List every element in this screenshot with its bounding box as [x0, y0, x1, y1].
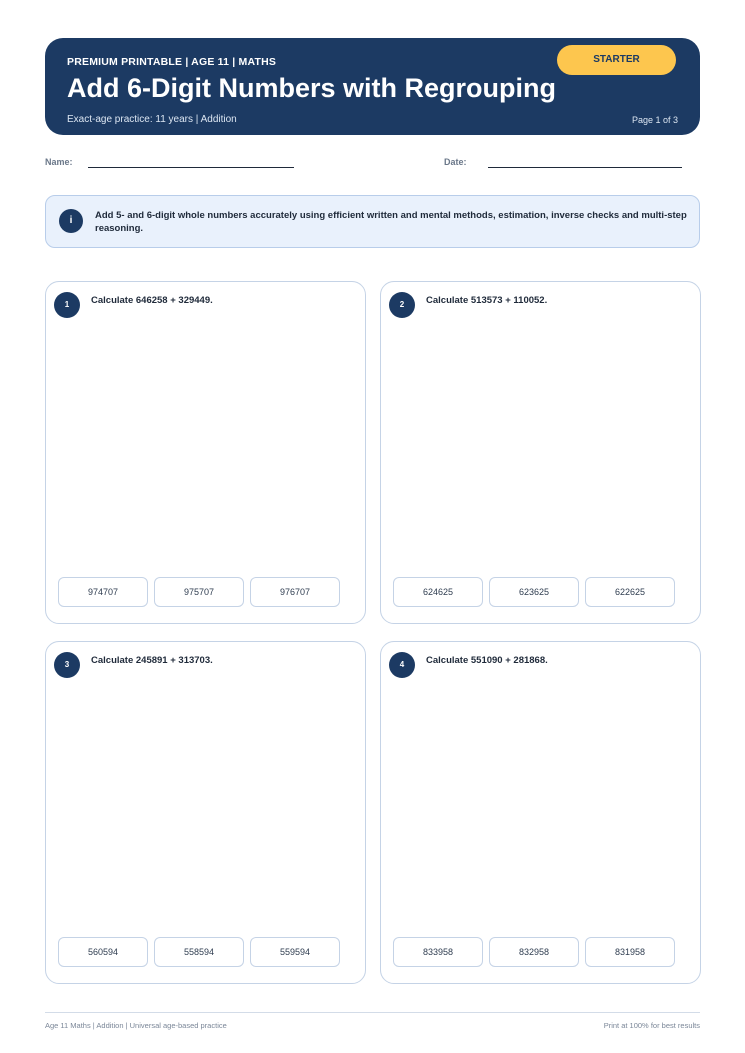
footer-left-text: Age 11 Maths | Addition | Universal age-based practice: [45, 1021, 227, 1030]
answer-option[interactable]: 559594: [250, 937, 340, 967]
answer-options: [58, 577, 340, 607]
page-title: Add 6-Digit Numbers with Regrouping: [67, 73, 556, 103]
name-label: Name:: [45, 157, 73, 167]
answer-option[interactable]: 833958: [393, 937, 483, 967]
info-text: Add 5- and 6-digit whole numbers accurately using efficient written and mental methods, estimation, inverse checks and multi-step reasoning.: [95, 210, 687, 234]
question-prompt: Calculate 551090 + 281868.: [426, 655, 548, 666]
answer-option[interactable]: 558594: [154, 937, 244, 967]
question-card-1: [45, 281, 366, 624]
question-number-badge: 2: [389, 292, 415, 318]
question-prompt: Calculate 513573 + 110052.: [426, 295, 548, 306]
header-banner: [45, 38, 700, 135]
answer-option[interactable]: 622625: [585, 577, 675, 607]
answer-options: [58, 937, 340, 967]
answer-option[interactable]: 560594: [58, 937, 148, 967]
answer-options: [393, 937, 675, 967]
answer-option[interactable]: 832958: [489, 937, 579, 967]
answer-options: [393, 577, 675, 607]
info-box: [45, 195, 700, 248]
answer-option[interactable]: 975707: [154, 577, 244, 607]
footer-right-text: Print at 100% for best results: [603, 1021, 700, 1030]
question-card-4: [380, 641, 701, 984]
header-subtitle: Exact-age practice: 11 years | Addition: [67, 114, 237, 125]
question-prompt: Calculate 245891 + 313703.: [91, 655, 213, 666]
date-line[interactable]: [488, 167, 682, 168]
answer-option[interactable]: 831958: [585, 937, 675, 967]
page-indicator: Page 1 of 3: [631, 115, 678, 125]
level-badge: STARTER: [557, 45, 676, 75]
question-prompt: Calculate 646258 + 329449.: [91, 295, 213, 306]
question-number-badge: 3: [54, 652, 80, 678]
question-card-3: [45, 641, 366, 984]
date-label: Date:: [444, 157, 467, 167]
name-line[interactable]: [88, 167, 294, 168]
question-card-2: [380, 281, 701, 624]
answer-option[interactable]: 974707: [58, 577, 148, 607]
header-kicker: PREMIUM PRINTABLE | AGE 11 | MATHS: [67, 56, 277, 68]
answer-option[interactable]: 624625: [393, 577, 483, 607]
footer-divider: [45, 1012, 700, 1013]
answer-option[interactable]: 976707: [250, 577, 340, 607]
answer-option[interactable]: 623625: [489, 577, 579, 607]
info-icon: i: [59, 209, 83, 233]
question-number-badge: 1: [54, 292, 80, 318]
question-number-badge: 4: [389, 652, 415, 678]
